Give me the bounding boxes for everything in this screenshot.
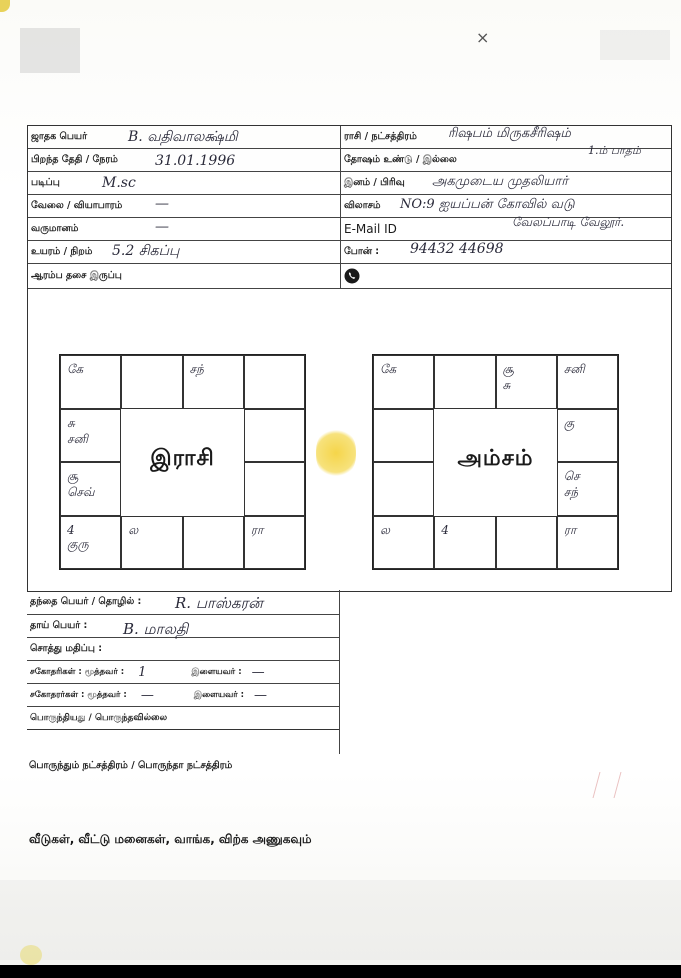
education-value: M.sc (102, 175, 136, 191)
amsam-title: அம்சம் (457, 446, 534, 471)
brothers-elder-value: — (140, 687, 154, 703)
amsam-house-top-3 (496, 355, 557, 409)
amsam-house-bottom-1 (373, 516, 434, 570)
education-label: படிப்பு (31, 177, 60, 188)
rasi-planet-text: கே (67, 362, 84, 376)
amsam-house-left-2 (373, 462, 434, 516)
phone-label: போன் : (344, 246, 380, 257)
name-value: B. வதிவாலக்ஷ்மி (128, 129, 238, 145)
dasa-label: ஆரம்ப தசை இருப்பு (31, 270, 122, 281)
job-row (28, 195, 340, 218)
rasi-house-bottom-4 (244, 516, 305, 570)
sisters-label: சகோதரிகள் : மூத்தவர் : (30, 666, 125, 677)
amsam-planet-text: ல (380, 522, 390, 537)
brothers-younger-label: இளையவர் : (193, 689, 245, 700)
email-value: வேலப்பாடி வேலூர். (512, 215, 625, 229)
rasi-house-bottom-3 (183, 516, 244, 570)
dasa-row (28, 264, 340, 289)
scan-speckle (20, 28, 80, 73)
job-label: வேலை / வியாபாரம் (31, 200, 123, 211)
sisters-row (27, 661, 339, 684)
brothers-label: சகோதரர்கள் : மூத்தவர் : (30, 689, 127, 700)
birth-value: 31.01.1996 (155, 153, 236, 169)
phone-row (340, 241, 671, 264)
amsam-planet-text: சூ சு (502, 362, 514, 392)
rasi-planet-text: ல (128, 522, 139, 537)
caste-value: அகமுடைய முதலியார் (432, 174, 568, 189)
amsam-house-right-2 (557, 462, 618, 516)
amsam-house-bottom-2 (434, 516, 495, 570)
amsam-planet-text: 4 (441, 522, 449, 537)
rasi-house-right-2 (244, 462, 305, 516)
phone-value: 94432 44698 (410, 241, 504, 257)
family-section (27, 590, 340, 754)
rasi-planet-text: சு சனி (67, 415, 88, 446)
amsam-house-top-4 (557, 355, 618, 409)
rasi-house-bottom-2 (121, 516, 182, 570)
mother-value: B. மாலதி (123, 620, 189, 638)
whatsapp-icon (344, 268, 360, 284)
rasi-star-value: ரிஷபம் மிருகசீரிஷம் (448, 126, 571, 141)
brothers-younger-value: — (254, 687, 268, 703)
rasi-house-left-1 (60, 409, 121, 463)
rasi-house-top-4 (244, 355, 305, 409)
income-row (28, 218, 340, 241)
caste-label: இனம் / பிரிவு (344, 177, 405, 188)
rasi-house-top-3 (183, 355, 244, 409)
match-row (27, 707, 339, 730)
amsam-house-bottom-4 (557, 516, 618, 570)
height-value: 5.2 சிகப்பு (112, 243, 180, 259)
dosham-label: தோஷம் உண்டு / இல்லை (344, 154, 457, 165)
amsam-house-bottom-3 (496, 516, 557, 570)
income-value: — (155, 219, 169, 235)
rasi-house-top-2 (121, 355, 182, 409)
height-label: உயரம் / நிறம் (31, 246, 93, 257)
rasi-chart (59, 354, 306, 570)
address-value: NO:9 ஐயப்பன் கோவில் வடு (400, 197, 575, 212)
stray-mark: × (476, 28, 490, 47)
father-value: R. பாஸ்கரன் (175, 594, 263, 612)
dosham-value: 1.ம் பாதம் (588, 144, 641, 157)
rasi-planet-text: சந் (189, 362, 204, 376)
amsam-planet-text: கு (563, 415, 575, 430)
rasi-star-label: ராசி / நட்சத்திரம் (344, 131, 417, 142)
income-label: வருமானம் (31, 223, 79, 234)
amsam-house-top-1 (373, 355, 434, 409)
sisters-younger-value: — (251, 664, 265, 680)
amsam-planet-text: செ சந் (563, 469, 580, 499)
property-label: சொத்து மதிப்பு : (30, 643, 103, 654)
rasi-house-bottom-1 (60, 516, 121, 570)
amsam-house-left-1 (373, 409, 434, 463)
amsam-planet-text: ரா (563, 522, 577, 537)
rasi-planet-text: ரா (250, 522, 264, 537)
father-label: தந்தை பெயர் / தொழில் : (30, 596, 142, 607)
match-label: பொருந்தியது / பொருந்தவில்லை (30, 712, 168, 723)
scan-speckle (0, 880, 681, 960)
rasi-house-left-2 (60, 462, 121, 516)
sisters-elder-value: 1 (138, 664, 147, 680)
amsam-house-top-2 (434, 355, 495, 409)
amsam-planet-text: சனி (563, 362, 585, 376)
height-row (28, 241, 340, 264)
email-label: E-Mail ID (344, 222, 397, 236)
sisters-younger-label: இளையவர் : (191, 666, 242, 677)
scan-speckle (600, 30, 670, 60)
whatsapp-row (340, 264, 671, 289)
property-row (27, 638, 339, 661)
amsam-planet-text: கே (380, 362, 397, 376)
address-label: விலாசம் (344, 200, 381, 211)
footer-text: வீடுகள், வீட்டு மனைகள், வாங்க, விற்க அணுகவும் (29, 832, 312, 846)
birth-label: பிறந்த தேதி / நேரம் (31, 154, 118, 165)
match-star-label: பொருந்தும் நட்சத்திரம் / பொருந்தா நட்சத்திரம் (29, 760, 233, 771)
mother-label: தாய் பெயர் : (30, 620, 88, 631)
rasi-title: இராசி (150, 446, 215, 471)
education-row (28, 172, 340, 195)
amsam-house-right-1 (557, 409, 618, 463)
brothers-row (27, 684, 339, 707)
rasi-house-top-1 (60, 355, 121, 409)
job-value: — (155, 196, 169, 212)
rasi-planet-text: சூ செவ் (67, 469, 95, 499)
rasi-house-right-1 (244, 409, 305, 463)
rasi-planet-text: 4 குரு (67, 522, 89, 551)
name-label: ஜாதக பெயர் (31, 131, 88, 142)
amsam-chart (372, 354, 619, 570)
scan-border (0, 965, 681, 978)
